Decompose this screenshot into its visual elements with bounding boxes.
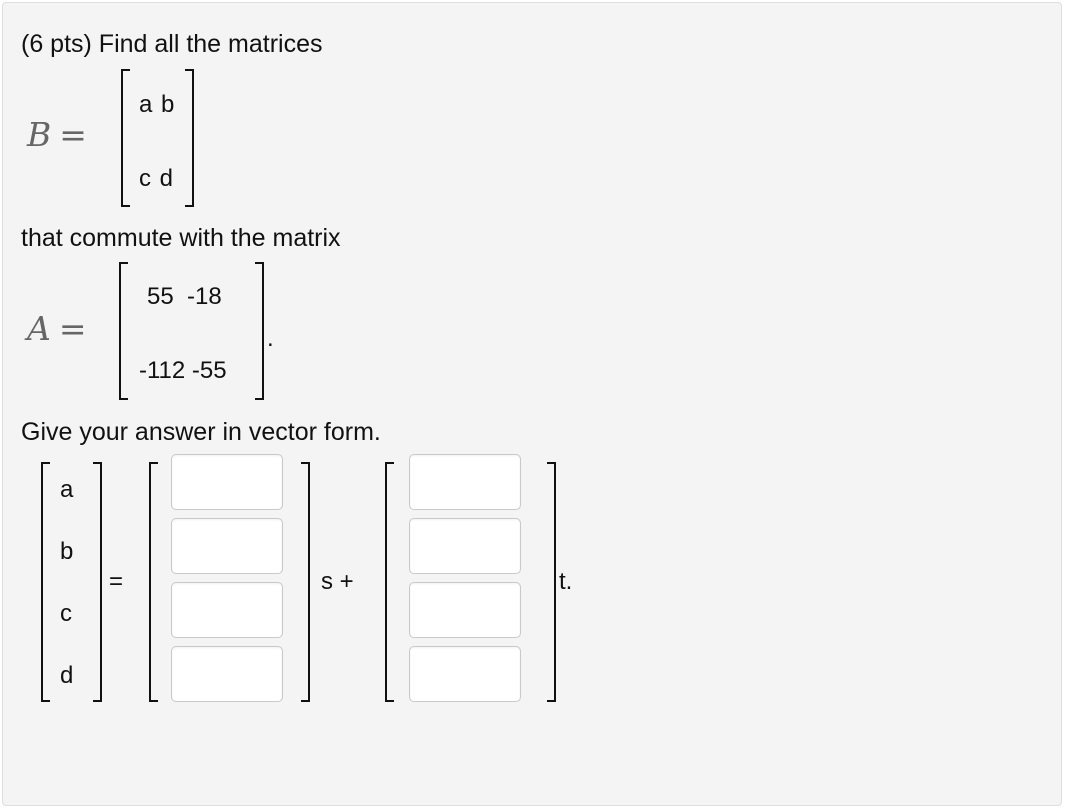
instruction-text: Give your answer in vector form. bbox=[21, 418, 381, 446]
matrix-b-label bbox=[27, 115, 87, 155]
matrix-b-equals: = bbox=[59, 115, 87, 154]
matrix-b-row-1: a b bbox=[139, 91, 176, 118]
matrix-a-label bbox=[27, 309, 87, 349]
matrix-a-row-1: 55 -18 bbox=[147, 283, 222, 310]
s-vector-left-bracket bbox=[149, 462, 158, 702]
t-vector-left-bracket bbox=[385, 462, 394, 702]
t-vector-input-3[interactable] bbox=[409, 582, 521, 638]
vector-equals-sign: = bbox=[109, 568, 124, 595]
s-vector-input-4[interactable] bbox=[171, 646, 283, 702]
abcd-vector-left-bracket bbox=[41, 462, 50, 702]
matrix-b-row-2: c d bbox=[139, 165, 175, 192]
matrix-a-symbol: A bbox=[27, 309, 51, 348]
s-vector-right-bracket bbox=[301, 462, 310, 702]
matrix-a-left-bracket bbox=[119, 262, 128, 400]
prompt-text: (6 pts) Find all the matrices bbox=[21, 30, 323, 58]
matrix-b-right-bracket bbox=[185, 69, 194, 207]
s-vector-input-2[interactable] bbox=[171, 518, 283, 574]
t-period-label: t. bbox=[559, 568, 573, 595]
s-plus-label: s + bbox=[321, 568, 354, 595]
t-vector-input-2[interactable] bbox=[409, 518, 521, 574]
matrix-a-period: . bbox=[267, 325, 274, 352]
matrix-a-right-bracket bbox=[255, 262, 264, 400]
s-vector-input-1[interactable] bbox=[171, 454, 283, 510]
matrix-a-equals: = bbox=[58, 309, 87, 348]
t-vector-input-1[interactable] bbox=[409, 454, 521, 510]
vector-entry-c: c bbox=[60, 600, 72, 627]
vector-entry-d: d bbox=[60, 662, 74, 689]
vector-entry-a: a bbox=[60, 476, 74, 503]
matrix-a-row-2: -112 -55 bbox=[139, 357, 227, 384]
commute-text: that commute with the matrix bbox=[21, 224, 341, 252]
abcd-vector-right-bracket bbox=[93, 462, 102, 702]
question-panel bbox=[2, 2, 1062, 806]
t-vector-input-4[interactable] bbox=[409, 646, 521, 702]
matrix-b-symbol: B bbox=[27, 115, 52, 154]
t-vector-right-bracket bbox=[547, 462, 556, 702]
matrix-b-left-bracket bbox=[121, 69, 130, 207]
s-vector-input-3[interactable] bbox=[171, 582, 283, 638]
vector-entry-b: b bbox=[60, 538, 74, 565]
